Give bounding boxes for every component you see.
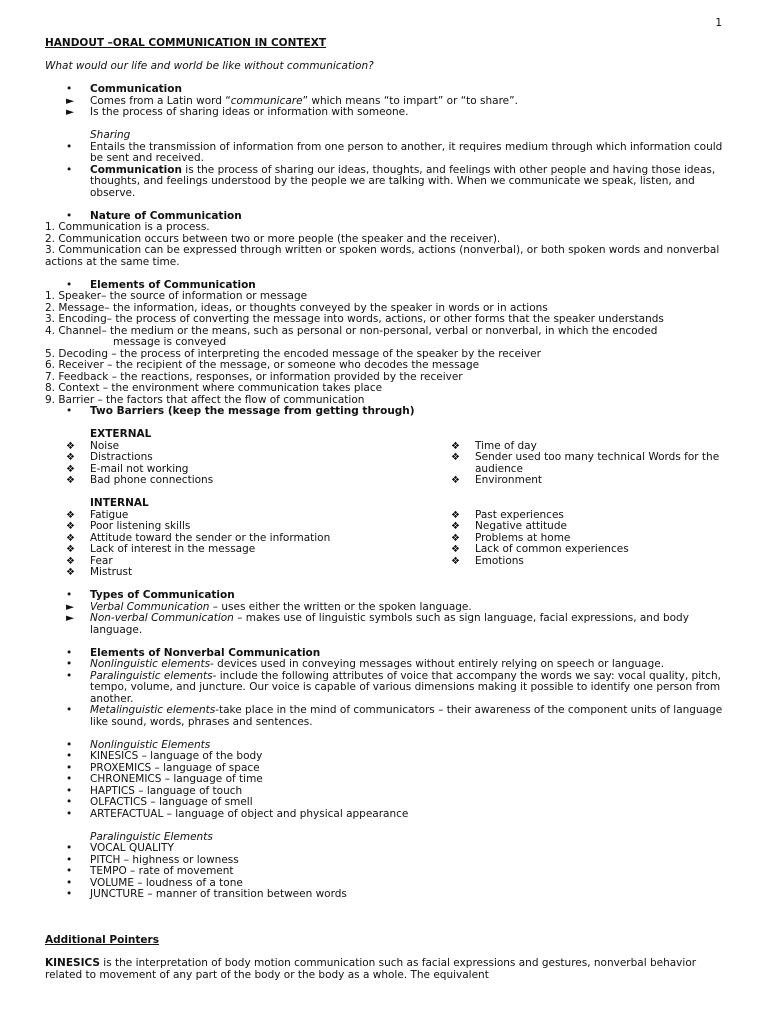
list-item-text: Time of day xyxy=(475,439,537,452)
bullet-icon: • xyxy=(66,842,73,854)
arrow-icon: ► xyxy=(66,94,75,107)
bullet-icon: • xyxy=(66,589,73,601)
diamond-icon: ❖ xyxy=(66,509,75,521)
text-run: – makes use of linguistic symbols such as sign language, facial expressions, and body language. xyxy=(90,612,689,636)
list-item-text: Lack of interest in the message xyxy=(90,543,256,555)
text-run: is the interpretation of body motion communication such as facial expressions and gestures, nonverbal behavior related to movement of any part of the body or the body as a whole. The equivalent xyxy=(45,957,697,981)
list-item xyxy=(45,751,725,763)
list-item-text: Is the process of sharing ideas or information with someone. xyxy=(90,106,409,118)
arrow-icon: ► xyxy=(66,600,75,613)
text-run: communicare xyxy=(230,94,303,107)
diamond-icon: ❖ xyxy=(66,452,75,463)
diamond-icon: ❖ xyxy=(66,544,75,555)
text-run: Verbal Communication xyxy=(90,600,210,613)
diamond-icon: ❖ xyxy=(451,555,460,567)
types-heading: Types of Communication xyxy=(90,589,235,601)
bullet-icon: • xyxy=(66,278,73,291)
elements-heading: Elements of Communication xyxy=(90,278,256,291)
list-item-text: VOCAL QUALITY xyxy=(90,842,174,854)
page-number: 1 xyxy=(715,17,722,29)
bullet-icon: • xyxy=(66,888,73,900)
bullet-icon: • xyxy=(66,796,73,808)
text-run: KINESICS xyxy=(45,957,100,969)
sharing-label: Sharing xyxy=(90,129,131,141)
bullet-icon: • xyxy=(66,738,73,751)
bullet-icon: • xyxy=(66,163,73,176)
list-item xyxy=(45,613,725,636)
bullet-icon: • xyxy=(66,209,73,222)
text-run: Nonlinguistic elements xyxy=(90,658,211,670)
list-item-continuation: message is conveyed xyxy=(113,336,227,348)
communication-heading: Communication xyxy=(90,83,182,95)
bullet-icon: • xyxy=(66,704,73,716)
paralinguistic-heading: Paralinguistic Elements xyxy=(90,830,213,843)
barriers-heading-row xyxy=(45,406,725,418)
list-item xyxy=(45,567,430,579)
list-item: 2. Message– the information, ideas, or thoughts conveyed by the speaker in words or in actions xyxy=(45,301,548,314)
external-label-row xyxy=(45,429,725,441)
list-item-text: Poor listening skills xyxy=(90,520,191,532)
list-item xyxy=(45,544,430,556)
list-item-text: ARTEFACTUAL – language of object and physical appearance xyxy=(90,807,409,820)
list-item-text: Lack of common experiences xyxy=(475,543,629,555)
list-item-text: Problems at home xyxy=(475,531,571,544)
bullet-icon: • xyxy=(66,865,73,877)
list-item-text: Attitude toward the sender or the information xyxy=(90,531,331,544)
text-run: - include the following attributes of voice that accompany the words we say: vocal quality, pitch, tempo, volume, and juncture. Our voice is capable of various dimensions making it possible to identify one person from another. xyxy=(90,669,722,705)
list-item xyxy=(45,521,430,533)
list-item-text: Bad phone connections xyxy=(90,474,214,486)
diamond-icon: ❖ xyxy=(451,475,460,486)
list-item: 1. Speaker– the source of information or message xyxy=(45,290,308,302)
list-item: 8. Context – the environment where communication takes place xyxy=(45,382,383,394)
diamond-icon: ❖ xyxy=(451,532,460,544)
internal-barriers xyxy=(45,510,725,579)
list-item-text: KINESICS – language of the body xyxy=(90,750,263,762)
bullet-icon: • xyxy=(66,83,73,95)
nature-heading: Nature of Communication xyxy=(90,209,242,222)
list-item: 2. Communication occurs between two or more people (the speaker and the receiver). xyxy=(45,232,501,245)
diamond-icon: ❖ xyxy=(66,555,75,567)
text-run: is the process of sharing our ideas, thoughts, and feelings with other people and having those ideas, thoughts, and feelings understood by the people we are talking with. When we communicate we speak, listen, and observe. xyxy=(90,163,716,199)
arrow-icon: ► xyxy=(66,106,75,118)
external-label: EXTERNAL xyxy=(90,428,152,440)
barriers-heading: Two Barriers (keep the message from getting through) xyxy=(90,405,415,417)
external-barriers xyxy=(45,441,725,487)
list-item-text: JUNCTURE – manner of transition between words xyxy=(90,888,347,900)
bullet-icon: • xyxy=(66,658,73,670)
list-item xyxy=(45,889,725,901)
sharing-row xyxy=(45,130,725,142)
list-item-text: Entails the transmission of information from one person to another, it requires medium through which information could be sent and received. xyxy=(90,140,723,164)
document-title: HANDOUT –ORAL COMMUNICATION IN CONTEXT xyxy=(45,37,326,49)
text-run: Communication xyxy=(90,163,182,176)
bullet-icon: • xyxy=(66,853,73,866)
list-item-text: Past experiences xyxy=(475,508,564,521)
list-item-text: E-mail not working xyxy=(90,462,189,475)
text-run: -take place in the mind of communicators – their awareness of the component units of language like sound, words, phrases and sentences. xyxy=(90,704,723,728)
text-run: – uses either the written or the spoken language. xyxy=(209,600,472,613)
diamond-icon: ❖ xyxy=(451,521,460,532)
list-item-text: PROXEMICS – language of space xyxy=(90,761,260,774)
bullet-icon: • xyxy=(66,140,73,153)
diamond-icon: ❖ xyxy=(451,544,460,555)
text-run: ” which means “to impart” or “to share”. xyxy=(302,94,518,107)
list-item xyxy=(45,797,725,809)
bullet-icon: • xyxy=(66,784,73,797)
list-item xyxy=(45,809,725,821)
diamond-icon: ❖ xyxy=(66,463,75,475)
list-item xyxy=(430,475,725,487)
kinesics-paragraph xyxy=(45,958,725,981)
list-item-text: Mistrust xyxy=(90,566,133,578)
list-item xyxy=(45,475,430,487)
list-item xyxy=(45,165,725,200)
text-run: Paralinguistic elements xyxy=(90,669,213,682)
diamond-icon: ❖ xyxy=(451,440,460,452)
diamond-icon: ❖ xyxy=(66,475,75,486)
list-item: 5. Decoding – the process of interpreting the encoded message of the speaker by the receiver xyxy=(45,347,541,360)
list-item-text: HAPTICS – language of touch xyxy=(90,784,243,797)
list-item xyxy=(45,866,725,878)
bullet-icon: • xyxy=(66,669,73,682)
list-item-text: Emotions xyxy=(475,554,524,567)
list-item xyxy=(430,521,725,533)
list-item xyxy=(45,452,430,464)
nonverbal-heading: Elements of Nonverbal Communication xyxy=(90,646,321,659)
list-item: 9. Barrier – the factors that affect the flow of communication xyxy=(45,393,365,406)
list-item xyxy=(430,544,725,556)
document-body xyxy=(45,38,725,981)
internal-label: INTERNAL xyxy=(90,497,149,509)
diamond-icon: ❖ xyxy=(451,452,460,463)
list-item-text: Distractions xyxy=(90,451,153,463)
diamond-icon: ❖ xyxy=(66,532,75,544)
intro-question: What would our life and world be like without communication? xyxy=(45,60,374,72)
internal-label-row xyxy=(45,498,725,510)
list-item-text: OLFACTICS – language of smell xyxy=(90,796,253,808)
text-run: Metalinguistic elements xyxy=(90,704,216,716)
list-item xyxy=(45,774,725,786)
list-item-text: CHRONEMICS – language of time xyxy=(90,773,263,785)
bullet-icon: • xyxy=(66,750,73,762)
list-item-text: VOLUME – loudness of a tone xyxy=(90,876,243,889)
list-item-text: Sender used too many technical Words for the audience xyxy=(475,451,720,475)
list-item: 6. Receiver – the recipient of the message, or someone who decodes the message xyxy=(45,359,480,371)
list-item: 7. Feedback – the reactions, responses, or information provided by the receiver xyxy=(45,370,463,383)
list-item xyxy=(45,671,725,706)
list-item-text: Fear xyxy=(90,554,113,567)
diamond-icon: ❖ xyxy=(451,509,460,521)
bullet-icon: • xyxy=(66,405,73,417)
list-item xyxy=(45,843,725,855)
diamond-icon: ❖ xyxy=(66,521,75,532)
list-item xyxy=(45,142,725,165)
text-run: Non-verbal Communication xyxy=(90,612,234,624)
list-item-text: PITCH – highness or lowness xyxy=(90,853,239,866)
list-item-text: Fatigue xyxy=(90,508,129,521)
bullet-icon: • xyxy=(66,761,73,774)
diamond-icon: ❖ xyxy=(66,567,75,578)
list-item: 4. Channel– the medium or the means, such as personal or non-personal, verbal or nonverbal, in which the encoded xyxy=(45,324,658,337)
list-item-text: Environment xyxy=(475,474,543,486)
bullet-icon: • xyxy=(66,773,73,785)
bullet-icon: • xyxy=(66,807,73,820)
list-item: 3. Encoding– the process of converting the message into words, actions, or other forms that the speaker understands xyxy=(45,313,664,325)
list-item-text: TEMPO – rate of movement xyxy=(90,865,234,877)
list-item-text: Noise xyxy=(90,439,120,452)
text-run: Comes from a Latin word “ xyxy=(90,94,231,107)
list-item xyxy=(430,556,725,568)
bullet-icon: • xyxy=(66,876,73,889)
nonlinguistic-heading: Nonlinguistic Elements xyxy=(90,738,211,751)
list-item xyxy=(45,107,725,119)
list-item-text: Negative attitude xyxy=(475,520,567,532)
list-item: 1. Communication is a process. xyxy=(45,221,210,233)
arrow-icon: ► xyxy=(66,612,75,624)
diamond-icon: ❖ xyxy=(66,440,75,452)
list-item: 3. Communication can be expressed through written or spoken words, actions (nonverbal), or both spoken words and nonverbal actions at the same time. xyxy=(45,244,720,268)
list-item xyxy=(430,452,725,475)
bullet-icon: • xyxy=(66,646,73,659)
text-run: - devices used in conveying messages without entirely relying on speech or language. xyxy=(210,658,665,670)
additional-heading: Additional Pointers xyxy=(45,934,159,946)
list-item xyxy=(45,705,725,728)
